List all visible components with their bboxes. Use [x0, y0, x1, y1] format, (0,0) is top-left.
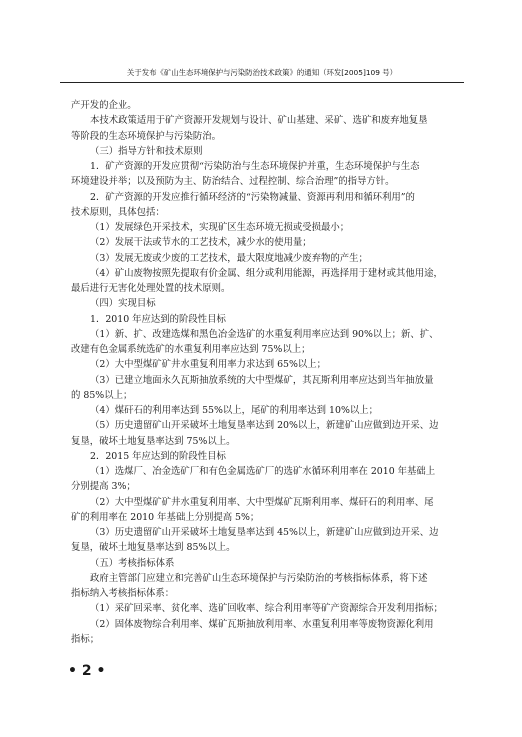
- text-line: （2）大中型煤矿矿井水重复利用率力求达到 65%以上；: [90, 359, 327, 371]
- text-line: （四）实现目标: [90, 298, 156, 310]
- page-number: • 2 •: [68, 663, 106, 679]
- text-line: 指标；: [71, 633, 100, 645]
- document-body: [71, 98, 452, 647]
- text-line: （3）历史遗留矿山开采破坏土地复垦率达到 45%以上，新建矿山应做到边开采、边: [90, 527, 439, 538]
- text-line: 本技术政策适用于矿产资源开发规划与设计、矿山基建、采矿、选矿和废弃地复垦: [90, 115, 428, 127]
- text-line: （3）发展无废或少废的工艺技术，最大限度地减少废弃物的产生；: [90, 252, 368, 264]
- text-line: 2．2015 年应达到的阶段性目标: [90, 450, 226, 462]
- text-line: （1）选煤厂、冶金选矿厂和有色金属选矿厂的选矿水循环利用率在 2010 年基础上: [90, 466, 436, 477]
- text-line: （2）大中型煤矿矿井水重复利用率、大中型煤矿瓦斯利用率、煤矸石的利用率、尾: [90, 496, 434, 508]
- text-line: （1）新、扩、改建选煤和黑色冶金选矿的水重复利用率应达到 90%以上；新、扩、: [90, 328, 439, 340]
- text-line: 环境建设并举；以及预防为主、防治结合、过程控制、综合治理”的指导方针。: [71, 176, 395, 188]
- text-line: 复垦，破坏土地复垦率达到 75%以上。: [71, 435, 236, 447]
- text-line: （4）煤矸石的利用率达到 55%以上，尾矿的利用率达到 10%以上；: [90, 405, 378, 416]
- text-line: 技术原则，具体包括：: [71, 206, 165, 218]
- text-line: 等阶段的生态环境保护与污染防治。: [71, 130, 222, 142]
- text-line: （三）指导方针和技术原则: [90, 145, 203, 157]
- text-line: 分别提高 3%；: [71, 481, 136, 493]
- running-header: 关于发布《矿山生态环境保护与污染防治技术政策》的通知（环发[2005]109 号）: [126, 68, 398, 77]
- text-line: 最后进行无害化处理处置的技术原则。: [71, 283, 231, 294]
- text-line: 2．矿产资源的开发应推行循环经济的“污染物减量、资源再利用和循环利用”的: [90, 191, 415, 203]
- text-line: 复垦，破坏土地复垦率达到 85%以上。: [71, 542, 236, 554]
- header-rule: [60, 82, 464, 83]
- text-line: （4）矿山废物按照先提取有价金属、组分或利用能源，再选择用于建材或其他用途，: [90, 267, 443, 279]
- text-line: （1）采矿回采率、贫化率、选矿回收率、综合利用率等矿产资源综合开发利用指标；: [90, 603, 443, 615]
- text-line: （2）发展干法或节水的工艺技术，减少水的使用量；: [90, 237, 312, 249]
- text-line: 1．矿产资源的开发应贯彻“污染防治与生态环境保护并重，生态环境保护与生态: [90, 161, 420, 172]
- text-line: （1）发展绿色开采技术，实现矿区生态环境无损或受损最小；: [90, 222, 350, 233]
- text-line: （3）已建立地面永久瓦斯抽放系统的大中型煤矿，其瓦斯利用率应达到当年抽放量: [90, 374, 434, 386]
- text-line: 指标纳入考核指标体系：: [71, 588, 175, 599]
- text-line: 产开发的企业。: [71, 100, 137, 111]
- text-line: （5）历史遗留矿山开采破坏土地复垦率达到 20%以上，新建矿山应做到边开采、边: [90, 420, 439, 432]
- text-line: 改建有色金属系统选矿的水重复利用率应达到 75%以上；: [71, 344, 311, 355]
- text-line: 的 85%以上；: [71, 389, 133, 401]
- text-line: （五）考核指标体系: [90, 557, 175, 569]
- text-line: 矿的利用率在 2010 年基础上分别提高 5%；: [71, 511, 260, 523]
- text-line: （2）固体废物综合利用率、煤矿瓦斯抽放利用率、水重复利用率等废物资源化利用: [90, 618, 434, 630]
- text-line: 1．2010 年应达到的阶段性目标: [90, 313, 226, 325]
- text-line: 政府主管部门应建立和完善矿山生态环境保护与污染防治的考核指标体系，将下述: [90, 572, 428, 584]
